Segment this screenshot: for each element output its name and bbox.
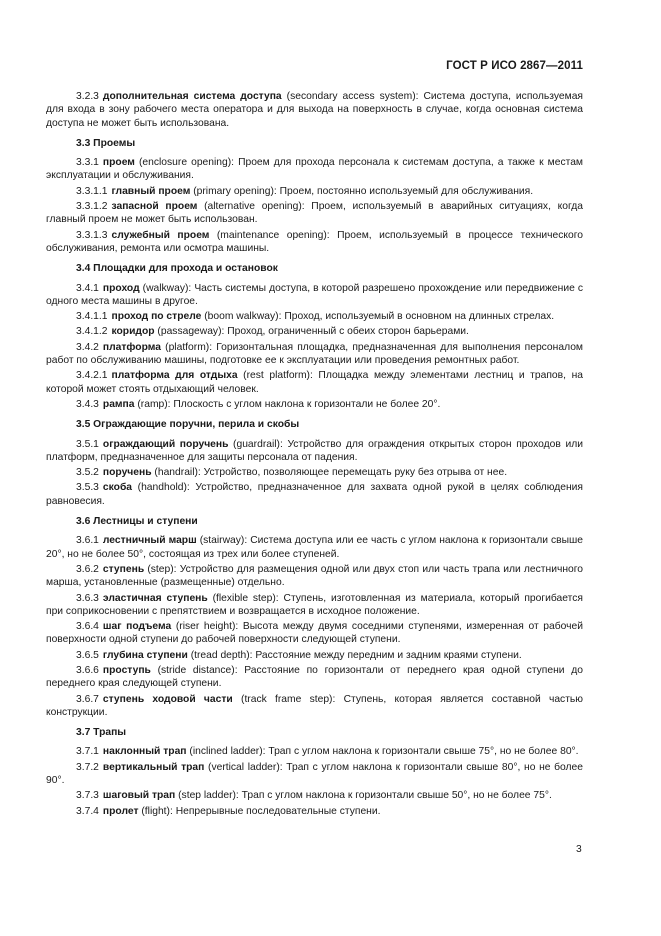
definition-text: (boom walkway): Проход, используемый в основном на длинных стрелах. [201,311,555,323]
definition-text: (flexible step): Ступень, изготовленная из материала, который прогибается при соприкосновении с препятствием и возвращается в исходное положение. [46,592,583,617]
clause-number: 3.6.5 [76,649,99,661]
clause-number: 3.6.4 [76,621,99,633]
term: ограждающий поручень [102,438,229,450]
definition-text: (rest platform): Площадка между элементами лестниц и трапов, на которой может стоять отдыхающий человек. [46,370,583,395]
definition-text: (stairway): Система доступа или ее часть с углом наклона к горизонтали свыше 20°, но не более 50°, состоящая из трех или более ступеней. [46,535,584,560]
clause-number: 3.4.2.1 [76,370,108,382]
definition-paragraph [46,200,583,227]
document-body [46,90,583,818]
clause-number: 3.3.1 [76,157,99,169]
definition-text: (inclined ladder): Трап с углом наклона к горизонтали свыше 75°, но не более 80°. [186,746,579,758]
term: дополнительная система доступа [102,91,282,102]
term: ступень [102,563,145,575]
definition-paragraph [46,805,583,818]
clause-number: 3.2.3 [76,91,99,102]
clause-number: 3.4.1.1 [76,311,108,323]
clause-number: 3.6.3 [76,592,99,604]
term: глубина ступени [102,649,188,661]
definition-paragraph [46,649,583,662]
term: главный проем [111,185,191,197]
term: пролет [102,805,139,817]
definition-text: (vertical ladder): Трап с углом наклона к горизонтали свыше 80°, но не более 90°. [46,761,583,787]
section-heading: 3.6 Лестницы и ступени [76,516,198,528]
term: платформа [102,341,161,353]
definition-text: (maintenance opening): Проем, используемый в процессе технического обслуживания, ремонта или осмотра машины. [46,229,583,254]
definition-paragraph [46,156,583,183]
definition-text: (enclosure opening): Проем для прохода персонала к системам доступа, а также к местам эксплуатации и обслуживания. [46,157,583,182]
clause-number: 3.6.2 [76,563,99,575]
definition-text: (platform): Горизонтальная площадка, предназначенная для выполнения персоналом работ по обслуживанию машины, подготовке ее к эксплуатации или проведения ремонтных работ. [46,341,583,367]
definition-paragraph [46,534,583,561]
definition-paragraph [46,325,583,338]
term: проход [102,282,140,294]
page-number: 3 [576,844,582,855]
term: поручень [102,467,152,479]
definition-text: (flight): Непрерывные последовательные ступени. [138,805,381,817]
definition-text: (passageway): Проход, ограниченный с обеих сторон барьерами. [154,326,469,338]
clause-number: 3.5.3 [76,482,99,494]
term: платформа для отдыха [111,370,238,382]
term: запасной проем [111,201,198,213]
definition-paragraph [46,438,583,465]
definition-paragraph [46,693,583,720]
definition-text: (ramp): Плоскость с углом наклона к горизонтали не более 20°. [134,398,441,410]
definition-paragraph [46,398,583,411]
definition-paragraph [46,664,583,691]
clause-number: 3.7.4 [76,805,99,817]
section-heading: 3.7 Трапы [76,727,127,739]
term: рампа [102,398,135,410]
definition-paragraph [46,466,583,479]
definition-paragraph [46,789,583,802]
definition-paragraph [46,481,583,508]
term: скоба [102,482,133,494]
definition-paragraph [46,592,583,619]
clause-number: 3.4.1 [76,282,99,294]
definition-paragraph [46,282,583,309]
term: проступь [102,664,151,676]
term: коридор [111,326,155,338]
clause-number: 3.6.6 [76,664,99,676]
definition-text: (step ladder): Трап с углом наклона к горизонтали свыше 50°, но не более 75°. [175,790,552,802]
term: вертикальный трап [102,761,205,773]
definition-text: (primary opening): Проем, постоянно используемый для обслуживания. [190,185,534,197]
definition-text: (alternative opening): Проем, используемый в аварийных ситуациях, когда главный проем не может быть использован. [46,201,583,226]
definition-paragraph [46,90,583,130]
clause-number: 3.7.2 [76,761,99,773]
term: наклонный трап [102,746,187,758]
definition-paragraph [46,341,583,368]
definition-text: (track frame step): Ступень, которая является составной частью конструкции. [46,693,583,718]
definition-paragraph [46,620,583,647]
definition-text: (guardrail): Устройство для ограждения открытых сторон проходов или платформ, предназначенное для защиты персонала от падения. [46,438,583,463]
clause-number: 3.5.2 [76,467,99,479]
clause-number: 3.4.1.2 [76,326,108,338]
document-header: ГОСТ Р ИСО 2867—2011 [446,60,583,72]
definition-paragraph [46,761,583,788]
definition-paragraph [46,745,583,758]
definition-paragraph [46,310,583,323]
definition-text: (walkway): Часть системы доступа, в которой разрешено прохождение или передвижение с одного места машины в другое. [46,282,583,307]
definition-text: (step): Устройство для размещения одной или двух стоп или часть трапа или лестничного марша, установленные (размещенные) отдельно. [46,563,583,589]
definition-text: (stride distance): Расстояние по горизонтали от переднего края одной ступени до переднего края следующей ступени. [46,664,583,690]
clause-number: 3.3.1.3 [76,229,108,241]
section-heading: 3.5 Ограждающие поручни, перила и скобы [76,419,300,431]
definition-text: (tread depth): Расстояние между передним и задним краями ступени. [187,649,522,661]
definition-paragraph [46,229,583,256]
term: шаг подъема [102,621,172,633]
definition-text: (secondary access system): Система доступа, используемая для входа в зону рабочего места оператора и для выхода на поверхность в случае, когда основная система доступа не может быть использована. [46,91,584,129]
definition-paragraph [46,369,583,396]
clause-number: 3.7.3 [76,790,99,802]
section-heading: 3.4 Площадки для прохода и остановок [76,263,278,275]
clause-number: 3.6.1 [76,535,99,547]
clause-number: 3.3.1.1 [76,185,108,197]
term: шаговый трап [102,790,176,802]
clause-number: 3.3.1.2 [76,201,108,213]
clause-number: 3.4.3 [76,398,99,410]
clause-number: 3.4.2 [76,341,99,353]
clause-number: 3.5.1 [76,438,99,450]
definition-paragraph [46,563,583,590]
term: проход по стреле [111,311,202,323]
clause-number: 3.7.1 [76,746,99,758]
definition-text: (riser height): Высота между двумя соседними ступенями, измеренная от рабочей поверхности одной ступени до рабочей поверхности следующей ступени. [46,621,583,646]
section-heading: 3.3 Проемы [76,137,136,149]
term: лестничный марш [102,535,197,547]
term: ступень ходовой части [102,693,233,705]
clause-number: 3.6.7 [76,693,99,705]
definition-text: (handhold): Устройство, предназначенное для захвата одной рукой в целях соблюдения равновесия. [46,482,583,507]
definition-paragraph [46,185,583,198]
definition-text: (handrail): Устройство, позволяющее перемещать руку без отрыва от нее. [151,467,508,479]
term: эластичная ступень [102,592,208,604]
term: служебный проем [111,229,210,241]
term: проем [102,157,135,169]
